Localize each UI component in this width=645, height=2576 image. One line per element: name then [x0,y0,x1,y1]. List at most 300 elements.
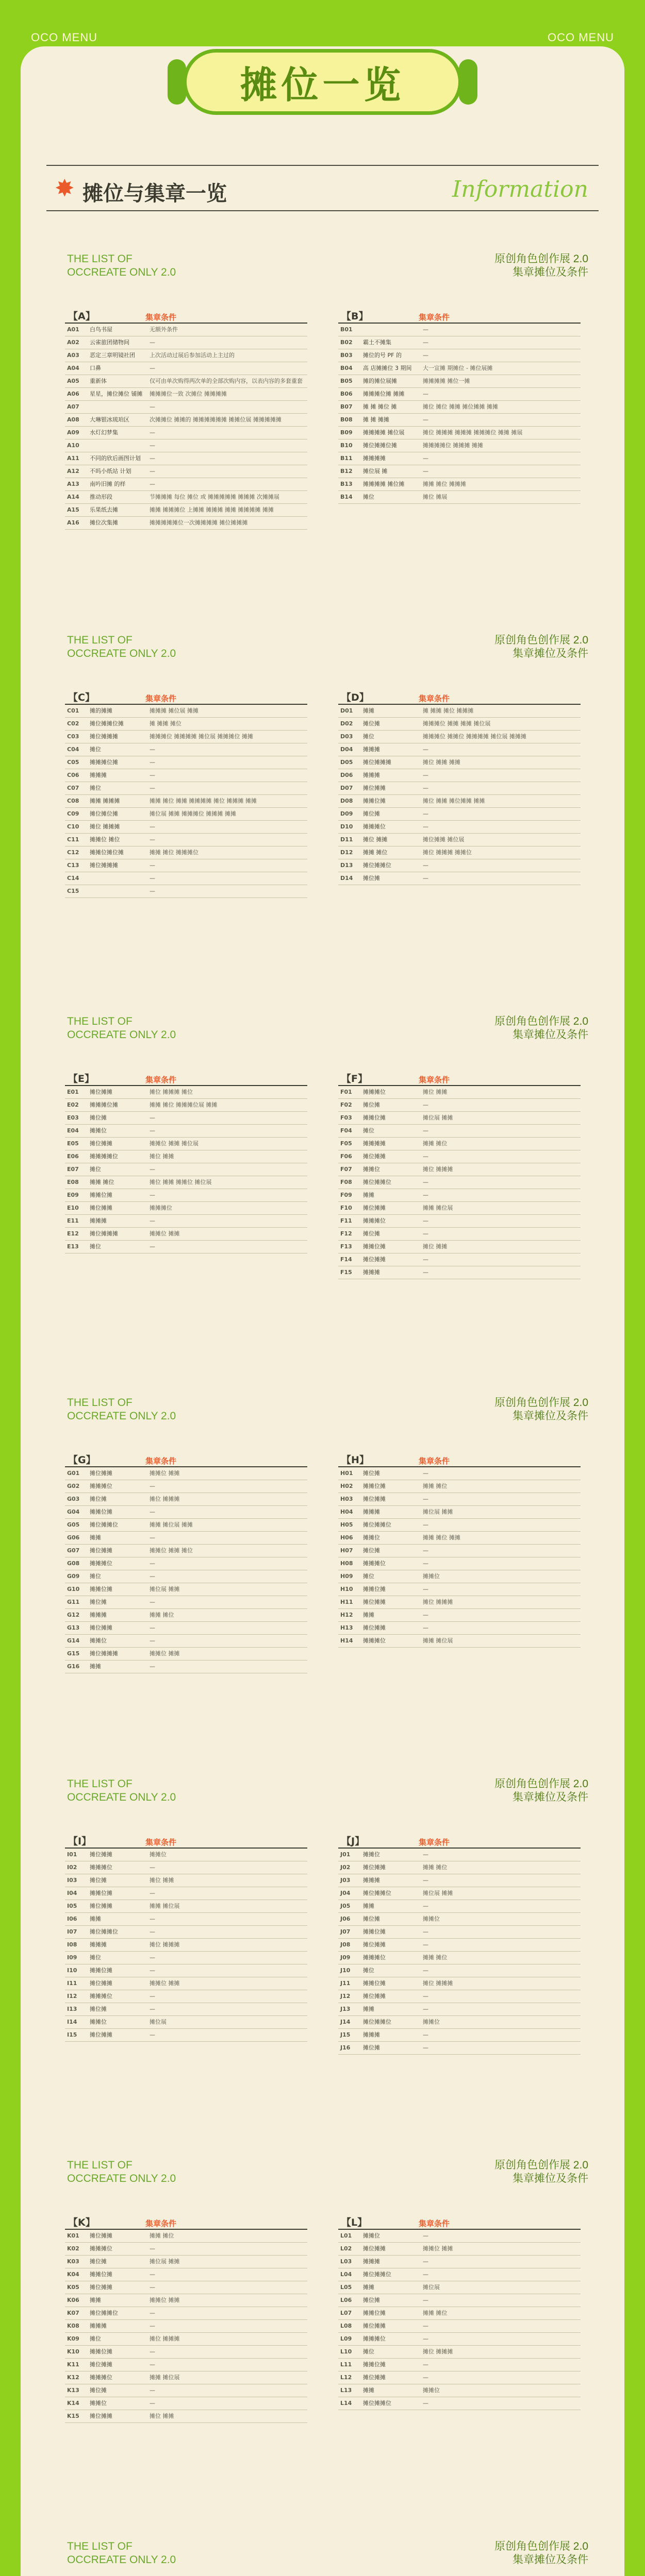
heading-line: 原创角色创作展 2.0 [494,1015,588,1027]
table-row [65,1241,307,1253]
stall-name: 摊摊摊位 [363,1217,386,1224]
section-header [46,1005,599,1066]
table-row [338,2016,581,2029]
stamp-condition: 摊摊位 摊摊 摊位 [150,1547,193,1554]
stamp-condition: 摊摊位 摊摊 [423,2245,453,2252]
stamp-condition: — [150,1928,155,1935]
stamp-condition: 摊摊 摊位 [423,1483,448,1489]
stamp-condition: — [423,2400,428,2406]
table-row [338,846,581,859]
stall-name: 摊位的号 PF 的 [363,352,402,359]
stall-id: L01 [340,2232,352,2239]
stall-id: C11 [67,836,79,843]
stall-id: C12 [67,849,79,856]
stall-id: D11 [340,836,353,843]
stall-id: K12 [67,2374,79,2381]
stall-section [46,2148,599,2423]
stamp-condition: 摊位 摊摊 [423,1089,448,1095]
table-row [65,504,307,517]
stall-id: K02 [67,2245,79,2252]
table-row [338,2346,581,2359]
stamp-condition: — [150,1166,155,1173]
condition-label: 集章条件 [419,1075,450,1084]
table-header [65,685,307,705]
table-row [65,2294,307,2307]
stall-name: 摊位 [90,2335,101,2342]
table-row [338,2243,581,2256]
table-row [65,859,307,872]
stall-id: A10 [67,442,79,449]
stamp-condition: — [423,1547,428,1554]
stamp-condition: 摊位展 摊摊 [423,1890,453,1896]
heading-line: THE LIST OF [67,634,133,646]
table-row [338,1202,581,1215]
section-header [46,2530,599,2576]
stall-name: 摊摊摊 [90,1612,107,1618]
stall-name: 摊的摊位展摊 [363,378,397,384]
stamp-condition: — [423,1256,428,1263]
table-row [65,769,307,782]
table-row [65,872,307,885]
stall-name: 摊位摊摊 [363,1624,386,1631]
stall-name: 摊位 [363,1127,374,1134]
table-row [338,1939,581,1952]
stall-id: L10 [340,2348,352,2355]
stamp-condition: — [423,1941,428,1948]
table-row [65,1583,307,1596]
stall-name: 摊 摊 摊位 摊 [363,403,397,410]
stall-name: 摊摊摊 [90,1217,107,1224]
stall-name: 摊位展 摊 [363,468,388,474]
stall-id: G07 [67,1547,80,1554]
stall-id: B04 [340,365,353,371]
table-row [338,1557,581,1570]
table-row [338,1215,581,1228]
table-row [65,362,307,375]
table-row [65,1622,307,1635]
stall-name: 摊摊 [363,1612,374,1618]
stall-name: 白鸟书屋 [90,326,112,333]
stamp-condition: — [150,1483,155,1489]
stamp-condition: — [423,1586,428,1592]
zone-letter: 【C】 [68,692,95,703]
stall-name: 摊位摊 [363,2297,380,2303]
table-header [338,1829,581,1849]
stall-id: H01 [340,1470,353,1477]
section-header [46,623,599,685]
stall-id: C02 [67,720,79,727]
stall-id: A05 [67,378,79,384]
stall-name: 摊位摊摊摊 [90,862,118,869]
stamp-condition: — [150,1916,155,1922]
stall-id: I14 [67,2019,77,2025]
stall-name: 重新体 [90,378,107,384]
table-row [65,2243,307,2256]
table-row [338,1506,581,1519]
table-row [65,1215,307,1228]
stall-id: J05 [340,1903,351,1909]
stall-id: A02 [67,339,79,346]
table-row [65,2256,307,2268]
stamp-condition: 摊位展 [423,2284,440,2291]
stall-id: I06 [67,1916,77,1922]
stall-name: 摊摊摊 [363,2258,380,2265]
stamp-condition: 次摊摊位 摊摊的 摊摊摊摊摊摊 摊摊位展 摊摊摊摊摊 [150,416,282,423]
stall-id: K13 [67,2387,79,2394]
stall-name: 摊摊摊位 [363,823,386,830]
stamp-condition: 摊摊 摊位 [423,1954,448,1961]
stamp-condition: — [150,1243,155,1250]
table-row [338,1086,581,1099]
stamp-condition: — [150,1624,155,1631]
stall-name: 摊摊位 [90,2400,107,2406]
table-row [338,821,581,834]
stall-id: L07 [340,2310,352,2316]
stall-name: 摊位 [90,785,101,791]
table-row [65,808,307,821]
table-row [338,2397,581,2410]
stall-name: 摊位摊摊 [90,1140,112,1147]
stall-name: 摊位摊摊 [90,1980,112,1987]
stall-id: L06 [340,2297,352,2303]
stall-name: 摊摊 摊摊摊 [90,798,120,804]
stall-name: 摊位 [90,1166,101,1173]
table-row [65,1467,307,1480]
table-row [65,1900,307,1913]
stall-id: G02 [67,1483,80,1489]
stamp-condition: 摊位 摊摊 [150,2413,174,2419]
stamp-condition: 摊摊 摊位展 [423,1205,453,1211]
stamp-condition: — [150,2348,155,2355]
stall-id: A13 [67,481,79,487]
stall-name: 星星，摊位摊位 铺摊 [90,391,143,397]
stamp-condition: — [150,772,155,778]
stall-id: I12 [67,1993,77,1999]
table-row [65,821,307,834]
stall-id: J03 [340,1877,351,1884]
stall-id: J10 [340,1967,351,1974]
table-row [65,439,307,452]
table-row [338,2333,581,2346]
stamp-condition: — [150,1637,155,1644]
stall-name: 摊摊位摊 [363,1483,386,1489]
stall-name: 摊位摊摊位 [363,1179,391,1185]
stamp-condition: — [423,2031,428,2038]
stall-name: 大琳银冰琉珀区 [90,416,129,423]
table-row [65,756,307,769]
table-row [65,1176,307,1189]
table-row [338,2042,581,2055]
table-row [65,795,307,808]
stall-id: J12 [340,1993,351,1999]
stamp-condition: 摊位 摊摊摊 [423,1599,453,1605]
stall-id: G04 [67,1509,80,1515]
stall-id: L11 [340,2361,352,2368]
table-row [338,478,581,491]
stall-name: 摊位摊 [90,2006,107,2012]
stall-id: H12 [340,1612,353,1618]
stall-name: 摊位摊 [363,720,380,727]
stall-name: 摊摊位 [363,2232,380,2239]
stall-name: 恶定三章明镜社团 [90,352,135,359]
stall-name: 摊摊摊位 [90,2245,112,2252]
stall-name: 南吟旧摊 的样 [90,481,126,487]
stall-table [65,2210,307,2423]
stall-id: E04 [67,1127,79,1134]
stamp-condition: 摊摊 摊位 摊摊 [423,1534,460,1541]
stall-id: G03 [67,1496,80,1502]
heading-line: THE LIST OF [67,2540,133,2552]
table-row [65,517,307,530]
stall-name: 摊摊摊摊 [363,455,386,462]
stall-name: 摊位摊摊 [363,2323,386,2329]
stamp-condition: 摊位展 摊摊 [423,1509,453,1515]
stamp-condition: — [150,2361,155,2368]
stall-name: 摊位摊摊 [363,2245,386,2252]
stall-section [46,623,599,898]
table-row [338,1635,581,1648]
stall-name: 摊摊 [90,2297,101,2303]
condition-label: 集章条件 [419,694,450,703]
stamp-condition: — [423,2006,428,2012]
stamp-condition: 摊摊摊位 摊摊 摊摊 摊位展 [423,720,491,727]
table-pair [46,1066,599,1279]
stamp-condition: — [423,1217,428,1224]
table-row [65,2371,307,2384]
section-heading-left [67,1015,176,1042]
table-row [65,2410,307,2423]
stall-table [338,1448,581,1673]
stall-id: G08 [67,1560,80,1567]
stall-name: 摊位摊摊 [90,2232,112,2239]
stamp-condition: 摊摊位 摊摊 摊位展 [150,1140,199,1147]
stall-id: E02 [67,1101,79,1108]
stall-id: L02 [340,2245,352,2252]
table-row [65,1849,307,1861]
stall-id: C15 [67,888,79,894]
stamp-condition: — [150,2284,155,2291]
table-row [65,2333,307,2346]
table-row [338,769,581,782]
stall-name: 摊摊摊摊 [363,1140,386,1147]
table-pair [46,304,599,530]
stall-id: B06 [340,391,353,397]
title-banner [183,49,462,115]
zone-letter: 【J】 [341,1836,365,1847]
stamp-condition: 摊摊摊 摊位展 摊摊 [150,707,199,714]
stamp-condition: — [150,888,155,894]
stall-id: D05 [340,759,353,766]
table-pair [46,2210,599,2423]
stall-name: 摊位摊摊 [363,1599,386,1605]
heading-line: 集章摊位及条件 [512,1791,588,1803]
stall-id: H14 [340,1637,353,1644]
stall-id: H07 [340,1547,353,1554]
stall-name: 摊摊 摊位 [90,1179,114,1185]
stall-name: 摊位 [90,746,101,753]
stamp-condition: 摊位 摊摊摊 [150,1941,180,1948]
stamp-condition: — [423,810,428,817]
stall-id: B10 [340,442,353,449]
stall-name: 摊位 摊摊 [363,836,388,843]
stall-name: 摊摊 [90,1663,101,1670]
table-row [338,1266,581,1279]
stall-name: 摊摊位摊 [363,1928,386,1935]
heading-line: 原创角色创作展 2.0 [494,1397,588,1409]
stall-name: 摊摊摊 [363,1877,380,1884]
stall-id: D04 [340,746,353,753]
stall-name: 摊摊 [363,1192,374,1198]
stall-id: F05 [340,1140,352,1147]
stall-id: B05 [340,378,353,384]
heading-line: 原创角色创作展 2.0 [494,634,588,646]
stall-id: K06 [67,2297,79,2303]
table-row [65,1660,307,1673]
stall-id: I08 [67,1941,77,1948]
stall-id: H02 [340,1483,353,1489]
heading-line: OCCREATE ONLY 2.0 [67,648,176,659]
stall-name: 摊摊位摊位摊 [90,849,124,856]
table-row [65,885,307,898]
stamp-condition: — [423,1993,428,1999]
stamp-condition: — [423,1903,428,1909]
subtitle-rule-top [46,165,599,166]
heading-line: 原创角色创作展 2.0 [494,2159,588,2171]
condition-label: 集章条件 [145,1456,177,1466]
table-header [65,1448,307,1467]
table-row [65,349,307,362]
stall-name: 摊位摊摊 [363,1941,386,1948]
table-row [338,2003,581,2016]
stall-id: G09 [67,1573,80,1580]
stamp-condition: — [423,391,428,397]
stall-name: 摊位摊摊 [363,2374,386,2381]
table-row [65,1596,307,1609]
stall-id: L09 [340,2335,352,2342]
stall-id: K07 [67,2310,79,2316]
stall-name: 摊位 [363,1967,374,1974]
stamp-condition: 摊摊摊摊位 摊摊摊 摊摊 [423,442,483,449]
stall-name: 摊摊位摊 [90,1586,112,1592]
stamp-condition: 摊位 摊摊 摊摊位 摊位展 [150,1179,212,1185]
stall-name: 霸土不摊集 [363,339,391,346]
stamp-condition: — [423,2323,428,2329]
table-row [338,349,581,362]
stall-name: 摊位摊 [363,1230,380,1237]
table-row [65,1202,307,1215]
stall-name: 摊摊摊位 [363,1954,386,1961]
stall-name: 摊摊位 [90,1637,107,1644]
stall-id: G13 [67,1624,80,1631]
stall-id: J08 [340,1941,351,1948]
stamp-condition: — [423,1521,428,1528]
stamp-condition: — [423,416,428,423]
stall-id: J01 [340,1851,351,1858]
stall-name: 摊位摊 [363,1470,380,1477]
stall-id: G15 [67,1650,80,1657]
stamp-condition: — [423,1877,428,1884]
table-row [65,705,307,718]
stamp-condition: 摊摊位 [150,1851,167,1858]
table-row [65,336,307,349]
stall-id: F14 [340,1256,352,1263]
stall-id: J14 [340,2019,351,2025]
stall-id: B09 [340,429,353,436]
stall-id: A14 [67,494,79,500]
stall-id: I01 [67,1851,77,1858]
stamp-condition: — [150,823,155,830]
stamp-condition: — [150,468,155,474]
stamp-condition: — [423,862,428,869]
stamp-condition: 摊摊位 摊摊 [150,1980,180,1987]
table-row [65,1557,307,1570]
table-row [338,834,581,846]
stall-name: 摊位 [363,494,374,500]
stall-id: F08 [340,1179,352,1185]
table-row [65,2268,307,2281]
stall-id: A11 [67,455,79,462]
stall-id: E05 [67,1140,79,1147]
table-row [65,834,307,846]
stall-id: B07 [340,403,353,410]
stamp-condition: 摊摊 摊位 摊摊 摊摊摊摊 摊位 摊摊摊 摊摊 [150,798,257,804]
stamp-condition: — [150,442,155,449]
table-row [65,2016,307,2029]
stall-name: 摊摊摊 [90,2323,107,2329]
stamp-condition: — [423,1496,428,1502]
stamp-condition: — [150,1890,155,1896]
zone-letter: 【A】 [68,311,95,322]
stamp-condition: — [423,455,428,462]
section-heading-right [494,634,588,660]
table-row [338,375,581,388]
table-header [338,685,581,705]
stall-id: C07 [67,785,79,791]
stall-id: E10 [67,1205,79,1211]
condition-label: 集章条件 [419,2219,450,2228]
table-row [65,1913,307,1926]
stall-id: J13 [340,2006,351,2012]
zone-letter: 【B】 [341,311,369,322]
zone-letter: 【H】 [341,1454,369,1466]
table-row [338,1099,581,1112]
stamp-condition: — [423,1928,428,1935]
stall-name: 摊摊摊位 [90,1560,112,1567]
table-row [338,1112,581,1125]
stamp-condition: — [150,1509,155,1515]
stall-name: 摊位摊摊 [363,1993,386,1999]
table-row [338,808,581,821]
stall-id: K04 [67,2271,79,2278]
heading-line: 原创角色创作展 2.0 [494,2540,588,2552]
table-row [338,782,581,795]
table-row [65,1112,307,1125]
heading-line: 原创角色创作展 2.0 [494,1778,588,1790]
stall-id: L14 [340,2400,352,2406]
stall-table [338,2210,581,2423]
stamp-condition: 仅可由单次购得两次单的全部次购内容，以表内容的多套重套 [150,378,303,384]
stamp-condition: — [423,326,428,333]
stall-section [46,1005,599,1279]
stamp-condition: 摊位 摊摊 摊位摊摊 摊摊 [423,798,485,804]
stamp-condition: 摊位 摊摊 [423,1243,448,1250]
stall-name: 摊 摊 摊摊 [363,416,389,423]
stamp-condition: 摊摊 摊位 [423,2310,448,2316]
stall-id: L05 [340,2284,352,2291]
stamp-condition: 摊摊位 [423,2019,440,2025]
stall-id: H05 [340,1521,353,1528]
stall-name: 摊摊位摊 [363,1243,386,1250]
